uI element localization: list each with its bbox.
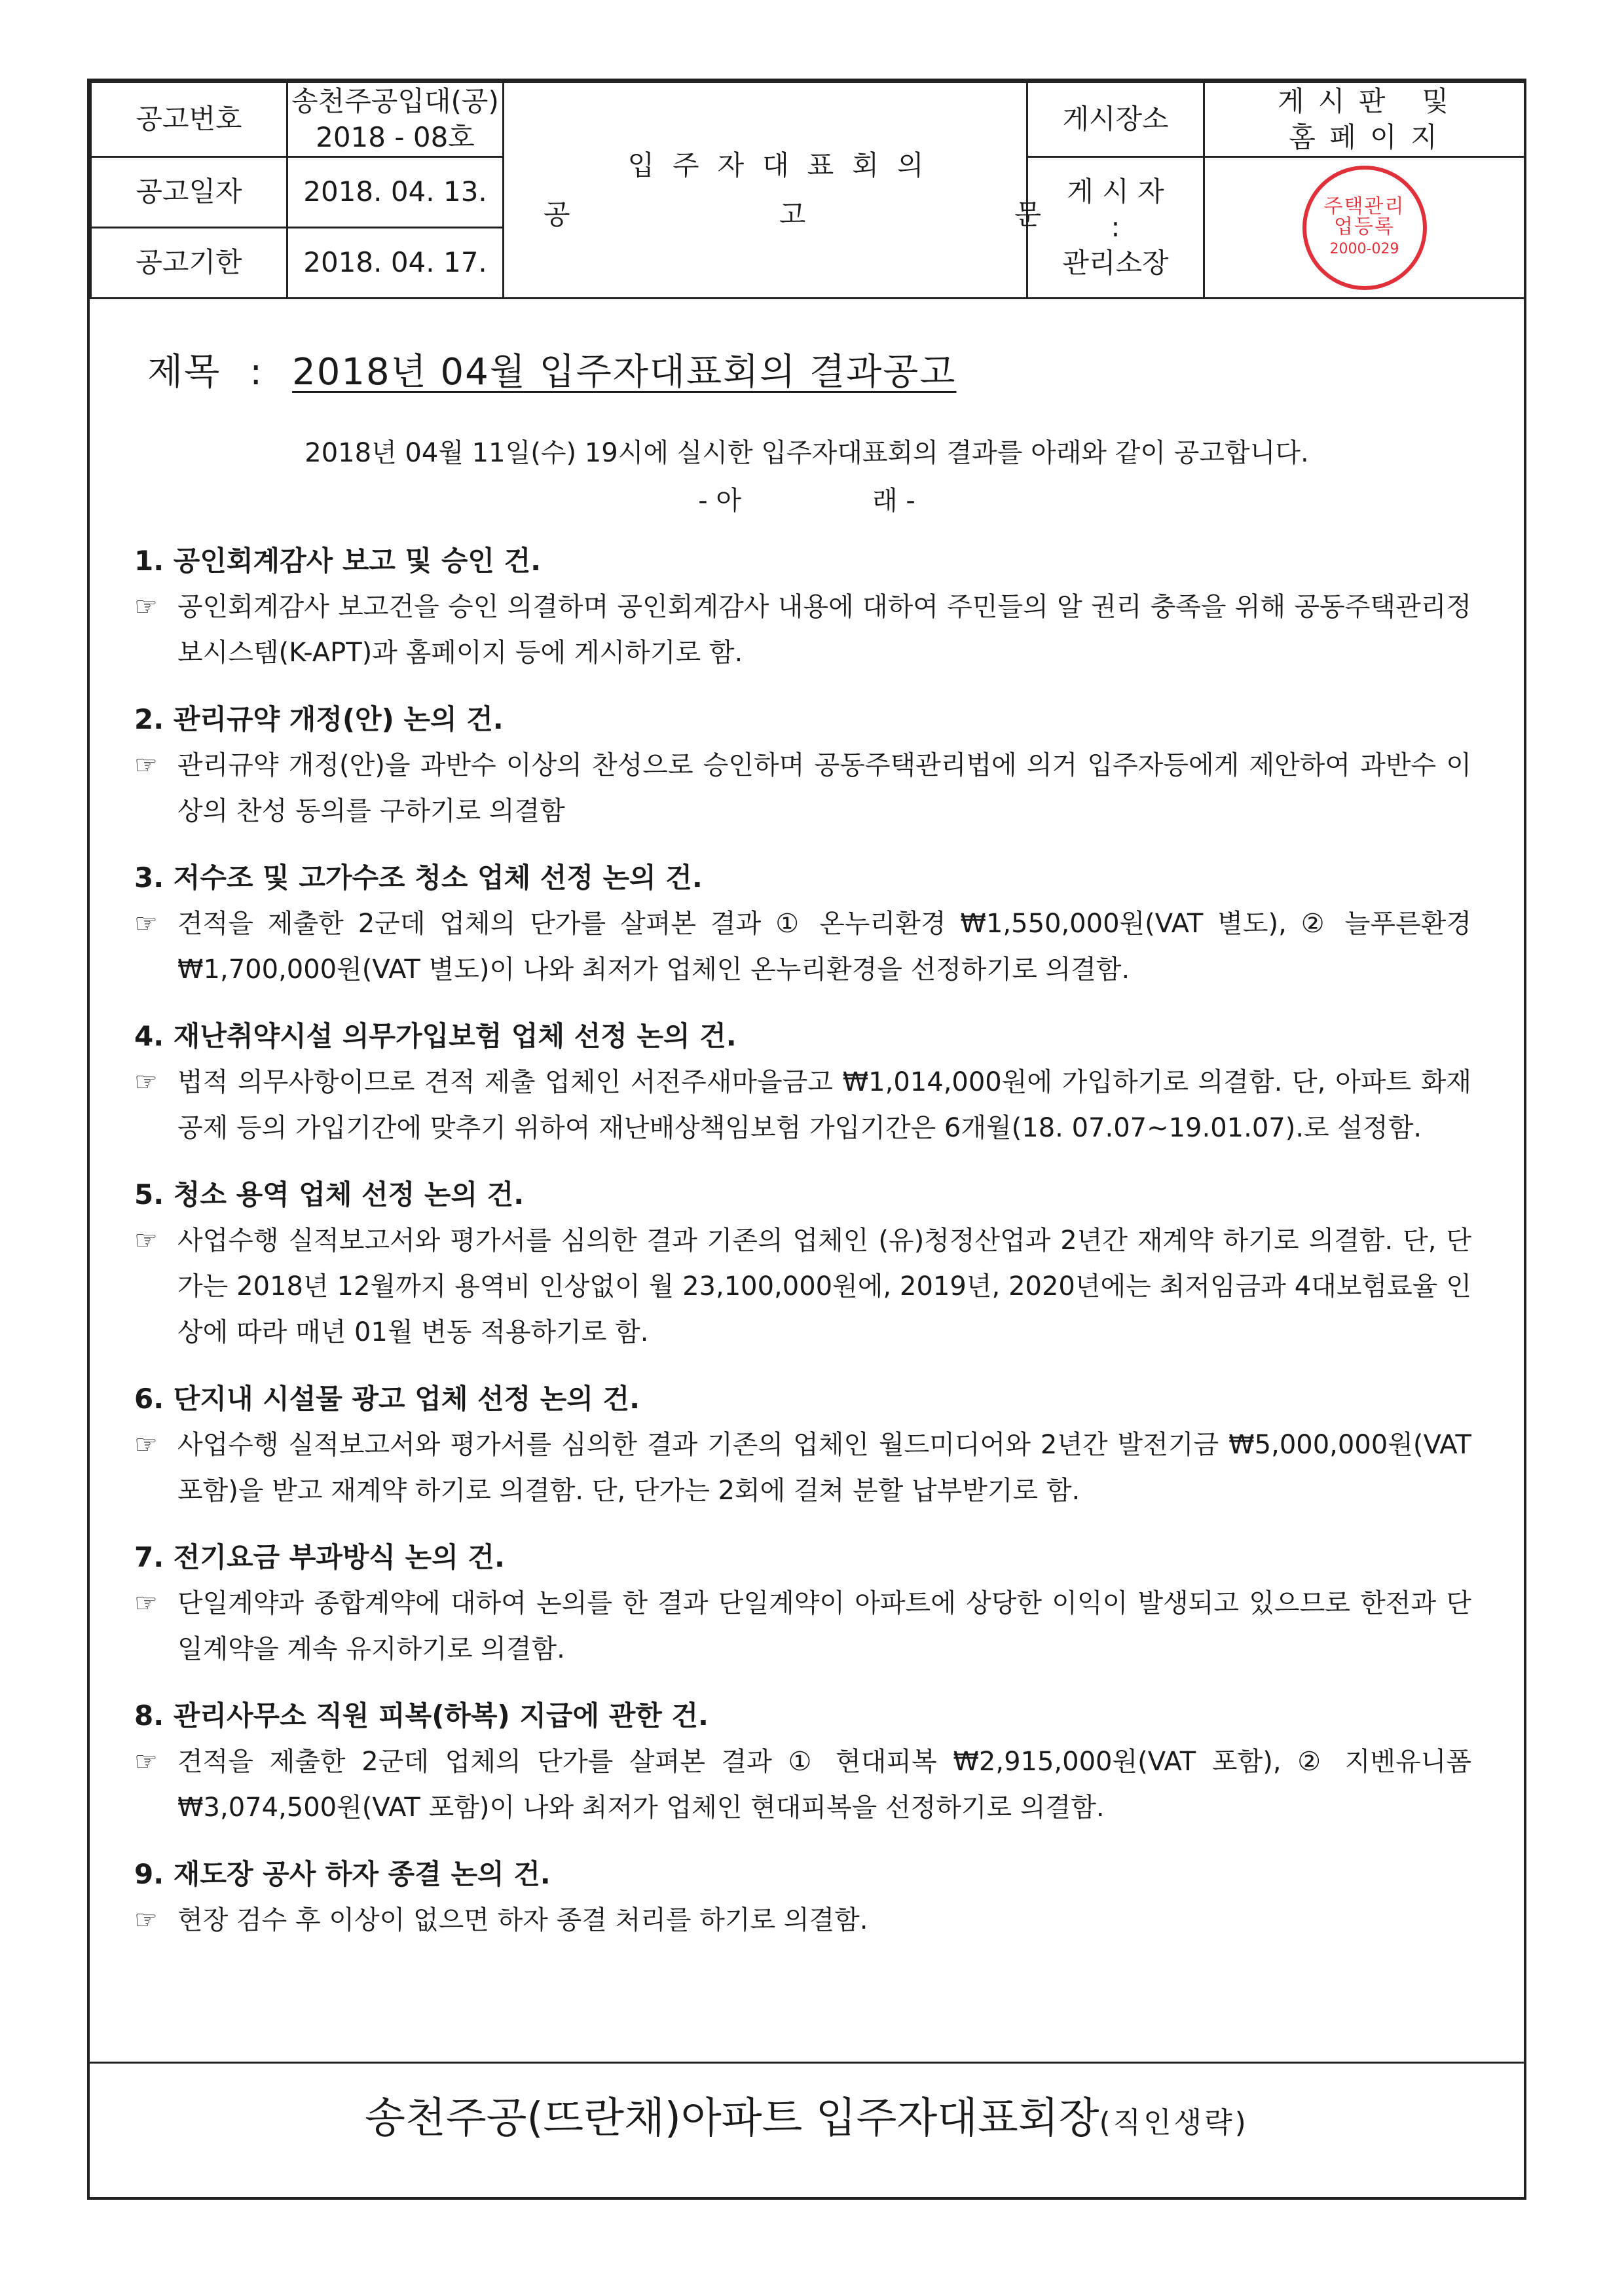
agenda-item <box>129 856 1485 993</box>
agenda-item-desc-text: 공인회계감사 보고건을 승인 의결하며 공인회계감사 내용에 대하여 주민들의 알 권리 충족을 위해 공동주택관리정보시스템(K-APT)과 홈페이지 등에 게시하기로 함. <box>177 592 1471 668</box>
agenda-item-title: 6. 단지내 시설물 광고 업체 선정 논의 건. <box>134 1383 640 1415</box>
agenda-item <box>129 1173 1485 1355</box>
notice-deadline-label: 공고기한 <box>91 228 287 299</box>
agenda-item-title: 2. 관리규약 개정(안) 논의 건. <box>134 703 504 735</box>
notice-no-line2: 2018 - 08호 <box>316 120 475 153</box>
agenda-item-desc-text: 견적을 제출한 2군데 업체의 단가를 살펴본 결과 ① 현대피복 ₩2,915,000원(VAT 포함), ② 지벤유니폼 ₩3,074,500원(VAT 포함)이 나와 최저가 업체인 현대피복을 선정하기로 의결함. <box>177 1747 1471 1823</box>
stamp-cell <box>1204 157 1525 299</box>
subject-text: 2018년 04월 입주자대표회의 결과공고 <box>292 351 957 393</box>
agenda-item <box>129 1377 1485 1514</box>
agenda-item-desc <box>129 1422 1485 1514</box>
agenda-item-desc <box>129 1739 1485 1831</box>
agenda-item-title: 9. 재도장 공사 하자 종결 논의 건. <box>134 1858 551 1890</box>
agenda-item <box>129 539 1485 676</box>
subject-line <box>147 343 1485 395</box>
agenda-item-desc <box>129 742 1485 834</box>
title-char-2: 고 <box>779 198 806 230</box>
seal-omitted-note: (직인생략) <box>1099 2106 1249 2140</box>
notice-no-label: 공고번호 <box>91 82 287 157</box>
posting-place-value <box>1204 82 1525 157</box>
official-seal-stamp <box>1302 166 1427 290</box>
posting-place-line1: 게 시 판 및 <box>1277 84 1452 117</box>
poster-label-line2: : <box>1111 211 1120 244</box>
agenda-item <box>129 1853 1485 1943</box>
agenda-items <box>129 539 1485 1943</box>
agenda-item-desc-text: 법적 의무사항이므로 견적 제출 업체인 서전주새마을금고 ₩1,014,000원에 가입하기로 의결함. 단, 아파트 화재공제 등의 가입기간에 맞추기 위하여 재난배상책임보험 가입기간은 6개월(18. 07.07~19.01.07).로 설정함. <box>177 1067 1471 1143</box>
notice-date-value: 2018. 04. 13. <box>287 157 504 228</box>
poster-label-line3: 관리소장 <box>1062 246 1169 279</box>
agenda-item-desc <box>129 1897 1485 1943</box>
pointing-hand-icon: ☞ <box>134 1747 158 1777</box>
pointing-hand-icon: ☞ <box>134 1905 158 1935</box>
below-right: 래 - <box>872 486 915 516</box>
agenda-item <box>129 1536 1485 1672</box>
agenda-item-desc-text: 견적을 제출한 2군데 업체의 단가를 살펴본 결과 ① 온누리환경 ₩1,550,000원(VAT 별도), ② 늘푸른환경 ₩1,700,000원(VAT 별도)이 나와 최저가 업체인 온누리환경을 선정하기로 의결함. <box>177 909 1471 985</box>
agenda-item-desc <box>129 584 1485 676</box>
document-title <box>504 82 1041 299</box>
poster-cell <box>1027 157 1204 299</box>
agenda-item-title: 5. 청소 용역 업체 선정 논의 건. <box>134 1178 525 1211</box>
title-line2 <box>544 197 1041 233</box>
agenda-item-title: 8. 관리사무소 직원 피복(하복) 지급에 관한 건. <box>134 1700 709 1732</box>
stamp-reg-no: 2000-029 <box>1329 240 1399 257</box>
agenda-item-desc <box>129 1059 1485 1151</box>
agenda-item-title: 3. 저수조 및 고가수조 청소 업체 선정 논의 건. <box>134 862 703 894</box>
signature-text: 송천주공(뜨란채)아파트 입주자대표회장 <box>365 2094 1099 2143</box>
notice-date-label: 공고일자 <box>91 157 287 228</box>
posting-place-line2: 홈 페 이 지 <box>1289 120 1440 153</box>
notice-deadline-value: 2018. 04. 17. <box>287 228 504 299</box>
pointing-hand-icon: ☞ <box>134 909 158 939</box>
agenda-item-desc-text: 사업수행 실적보고서와 평가서를 심의한 결과 기존의 업체인 월드미디어와 2년간 발전기금 ₩5,000,000원(VAT 포함)을 받고 재계약 하기로 의결함. 단, 단가는 2회에 걸쳐 분할 납부받기로 함. <box>177 1430 1471 1506</box>
stamp-text-2: 업등록 <box>1334 215 1395 239</box>
agenda-item-title: 7. 전기요금 부과방식 논의 건. <box>134 1541 505 1573</box>
agenda-item-desc <box>129 1218 1485 1355</box>
notice-no-line1: 송천주공입대(공) <box>291 84 499 117</box>
pointing-hand-icon: ☞ <box>134 1067 158 1097</box>
footer-divider <box>90 2062 1524 2064</box>
poster-label-line1: 게 시 자 <box>1067 175 1164 208</box>
subject-label: 제목 <box>147 351 221 393</box>
agenda-item-desc-text: 단일계약과 종합계약에 대하여 논의를 한 결과 단일계약이 아파트에 상당한 이익이 발생되고 있으므로 한전과 단일계약을 계속 유지하기로 의결함. <box>177 1588 1471 1664</box>
below-heading <box>129 480 1485 517</box>
title-char-1: 공 <box>544 198 570 230</box>
agenda-item-desc <box>129 1580 1485 1672</box>
pointing-hand-icon: ☞ <box>134 1588 158 1618</box>
notice-no-value <box>287 82 504 157</box>
header-table <box>90 81 1526 299</box>
signature-line <box>90 2085 1524 2145</box>
agenda-item-desc-text: 사업수행 실적보고서와 평가서를 심의한 결과 기존의 업체인 (유)청정산업과 2년간 재계약 하기로 의결함. 단, 단가는 2018년 12월까지 용역비 인상없이 월 23,100,000원에, 2019년, 2020년에는 최저임금과 4대보험료율 인상에 따라 매년 01월 변동 적용하기로 함. <box>177 1226 1471 1347</box>
agenda-item-desc-text: 관리규약 개정(안)을 과반수 이상의 찬성으로 승인하며 공동주택관리법에 의거 입주자등에게 제안하여 과반수 이상의 찬성 동의를 구하기로 의결함 <box>177 750 1471 826</box>
pointing-hand-icon: ☞ <box>134 592 158 622</box>
subject-colon: : <box>249 351 264 393</box>
below-left: - 아 <box>698 486 741 516</box>
notice-frame <box>87 79 1526 2200</box>
pointing-hand-icon: ☞ <box>134 750 158 780</box>
title-char-3: 문 <box>1014 198 1041 230</box>
agenda-item-title: 4. 재난취약시설 의무가입보험 업체 선정 논의 건. <box>134 1020 737 1052</box>
agenda-item <box>129 1015 1485 1151</box>
posting-place-label: 게시장소 <box>1027 82 1204 157</box>
intro-text: 2018년 04월 11일(수) 19시에 실시한 입주자대표회의 결과를 아래와 같이 공고합니다. <box>304 438 1309 468</box>
agenda-item-desc <box>129 901 1485 993</box>
stamp-text-1: 주택관리 <box>1323 194 1405 218</box>
pointing-hand-icon: ☞ <box>134 1226 158 1256</box>
agenda-item <box>129 698 1485 834</box>
pointing-hand-icon: ☞ <box>134 1430 158 1460</box>
agenda-item-desc-text: 현장 검수 후 이상이 없으면 하자 종결 처리를 하기로 의결함. <box>177 1905 868 1935</box>
title-line1: 입주자대표회의 <box>627 149 942 181</box>
agenda-item <box>129 1694 1485 1831</box>
notice-body <box>129 297 1485 1943</box>
agenda-item-title: 1. 공인회계감사 보고 및 승인 건. <box>134 545 542 577</box>
